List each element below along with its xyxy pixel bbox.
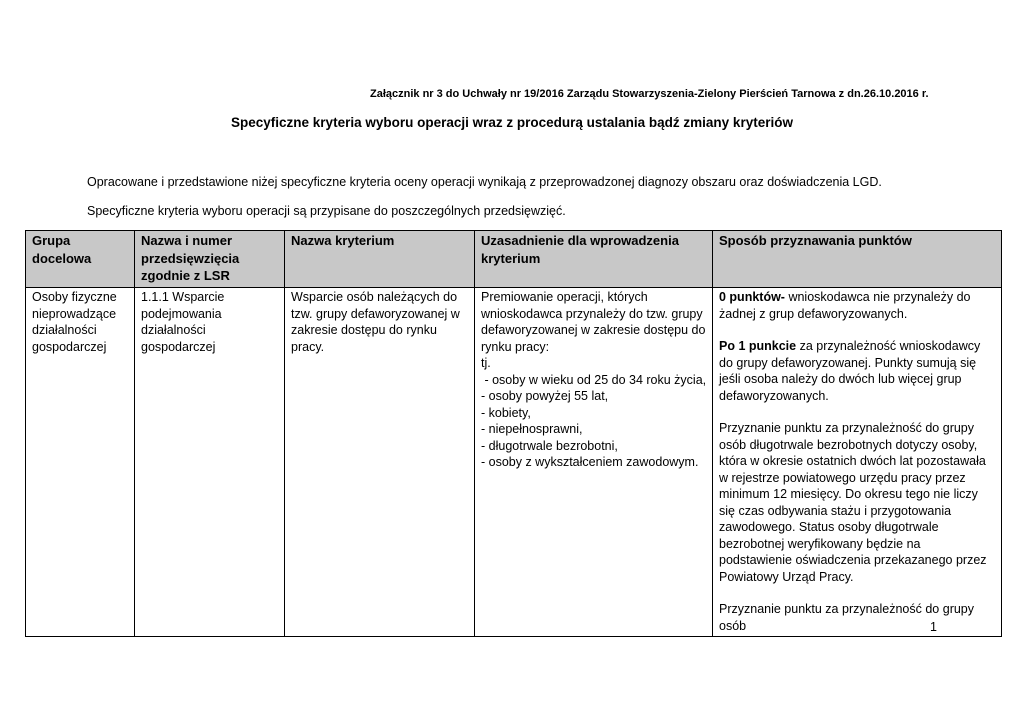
criteria-table <box>25 230 1002 637</box>
page-number: 1 <box>930 620 937 634</box>
document-title: Specyficzne kryteria wyboru operacji wraz z procedurą ustalania bądź zmiany kryteriów <box>231 115 793 130</box>
cell-criterion: Wsparcie osób należących do tzw. grupy defaworyzowanej w zakresie dostępu do rynku pracy. <box>285 288 475 637</box>
list-item: - osoby z wykształceniem zawodowym. <box>481 455 699 469</box>
header-target-group: Grupa docelowa <box>26 231 135 288</box>
attachment-note: Załącznik nr 3 do Uchwały nr 19/2016 Zarządu Stowarzyszenia-Zielony Pierścień Tarnowa z dn.26.10.2016 r. <box>370 88 929 100</box>
cell-target-group: Osoby fizyczne nieprowadzące działalności gospodarczej <box>26 288 135 637</box>
cell-project: 1.1.1 Wsparcie podejmowania działalności gospodarczej <box>135 288 285 637</box>
cell-scoring <box>713 288 1002 637</box>
justification-intro: Premiowanie operacji, których wnioskodawca przynależy do tzw. grupy defaworyzowanej w zakresie dostępu do rynku pracy: <box>481 290 706 354</box>
table-row <box>26 288 1002 637</box>
header-project-name: Nazwa i numer przedsięwzięcia zgodnie z LSR <box>135 231 285 288</box>
scoring-one-point: Po 1 punkcie za przynależność wnioskodawcy do grupy defaworyzowanej. Punkty sumują się jeśli osoba należy do dwóch lub więcej grup defaworyzowanych. <box>719 339 984 403</box>
list-item: - osoby w wieku od 25 do 34 roku życia, <box>481 372 707 387</box>
justification-tj: tj. <box>481 356 491 370</box>
list-item: - osoby powyżej 55 lat, <box>481 389 609 403</box>
list-item: - długotrwale bezrobotni, <box>481 438 618 453</box>
table-header-row <box>26 231 1002 288</box>
scoring-long-term-unemployed: Przyznanie punktu za przynależność do grupy osób długotrwale bezrobotnych dotyczy osoby, która w okresie ostatnich dwóch lat pozostawała w rejestrze powiatowego urzędu pracy przez minimum 12 miesięcy. Do okresu tego nie liczy się czas odbywania stażu i przygotowania zawodowego. Status osoby długotrwale bezrobotnej weryfikowany będzie na podstawienie oświadczenia przekazanego przez Powiatowy Urząd Pracy. <box>719 421 987 584</box>
justification-list <box>481 372 706 471</box>
list-item: - niepełnosprawni, <box>481 422 583 436</box>
intro-paragraph-2: Specyficzne kryteria wyboru operacji są przypisane do poszczególnych przedsięwzięć. <box>87 204 566 218</box>
scoring-continued: Przyznanie punktu za przynależność do grupy osób <box>719 602 975 633</box>
header-scoring-method: Sposób przyznawania punktów <box>713 231 1002 288</box>
intro-paragraph-1: Opracowane i przedstawione niżej specyficzne kryteria oceny operacji wynikają z przeprowadzonej diagnozy obszaru oraz doświadczenia LGD. <box>87 175 882 189</box>
scoring-zero-points: 0 punktów- wnioskodawca nie przynależy do żadnej z grup defaworyzowanych. <box>719 290 971 321</box>
list-item: - kobiety, <box>481 405 531 420</box>
header-criterion-name: Nazwa kryterium <box>285 231 475 288</box>
header-justification: Uzasadnienie dla wprowadzenia kryterium <box>475 231 713 288</box>
cell-justification <box>475 288 713 637</box>
